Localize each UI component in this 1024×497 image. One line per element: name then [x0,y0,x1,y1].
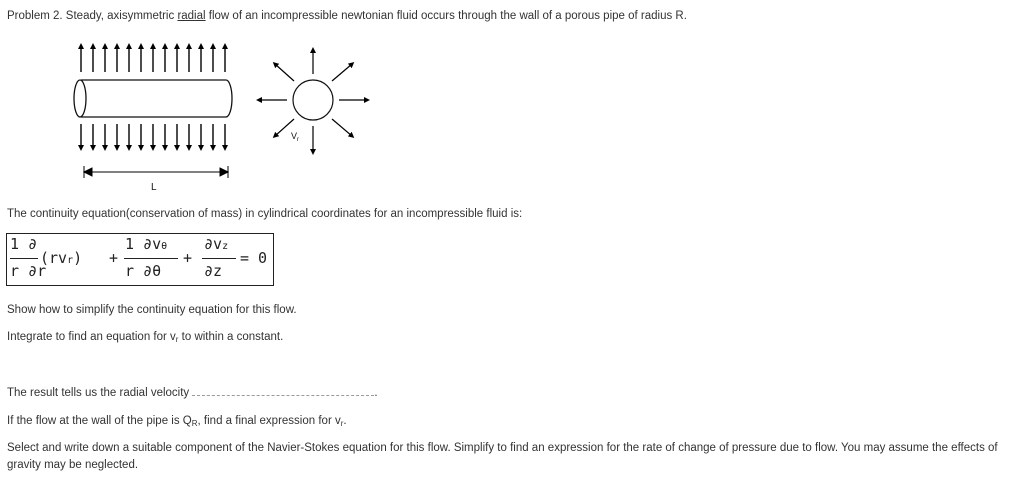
length-label: L [151,182,157,193]
equals-zero: = 0 [240,249,268,267]
length-dimension [84,166,228,178]
term1-numerator: 1 ∂ [10,235,38,253]
plus-sign-1: + [109,249,119,267]
problem-intro-text: Problem 2. Steady, axisymmetric [7,10,178,22]
term1-body: (rvr) [40,249,83,267]
question-integrate: Integrate to find an equation for $v_r$ to within a constant. [7,331,284,344]
plus-sign-2: + [183,249,193,267]
question-radial-velocity: The result tells us the radial velocity . [7,387,378,399]
problem-intro-rest: flow of an incompressible newtonian fluid occurs through the wall of a porous pipe of radius R. [205,10,687,22]
down-arrows [81,124,225,148]
pipe-cylinder [74,80,232,117]
term3-denominator: ∂z [204,262,223,280]
question-wall-flow: If the flow at the wall of the pipe is $Q_R$, find a final expression for $v_r$. [7,415,347,428]
term3-fraction-bar [202,258,236,259]
continuity-equation [6,233,274,286]
radial-term: radial [177,10,206,22]
term3-numerator: ∂vz [204,235,229,253]
term2-numerator: 1 ∂vθ [125,235,168,253]
question-simplify: Show how to simplify the continuity equation for this flow. [7,304,297,316]
answer-blank[interactable] [192,386,374,396]
up-arrows [81,46,225,72]
porous-pipe-figure [0,0,380,200]
question-navier-stokes: Select and write down a suitable component of the Navier-Stokes equation for this flow. Simplify to find an expression for the rate of change of pressure due to flow. You may assume the effects of gravity may be neglected. [7,442,998,471]
cross-section [259,50,367,152]
continuity-intro: The continuity equation(conservation of mass) in cylindrical coordinates for an incompressible fluid is: [7,208,523,220]
term2-fraction-bar [124,258,178,259]
term1-fraction-bar [10,258,38,259]
term1-denominator: r ∂r [10,262,47,280]
term2-denominator: r ∂θ [125,262,162,280]
velocity-label: $V_r$ [291,131,300,143]
